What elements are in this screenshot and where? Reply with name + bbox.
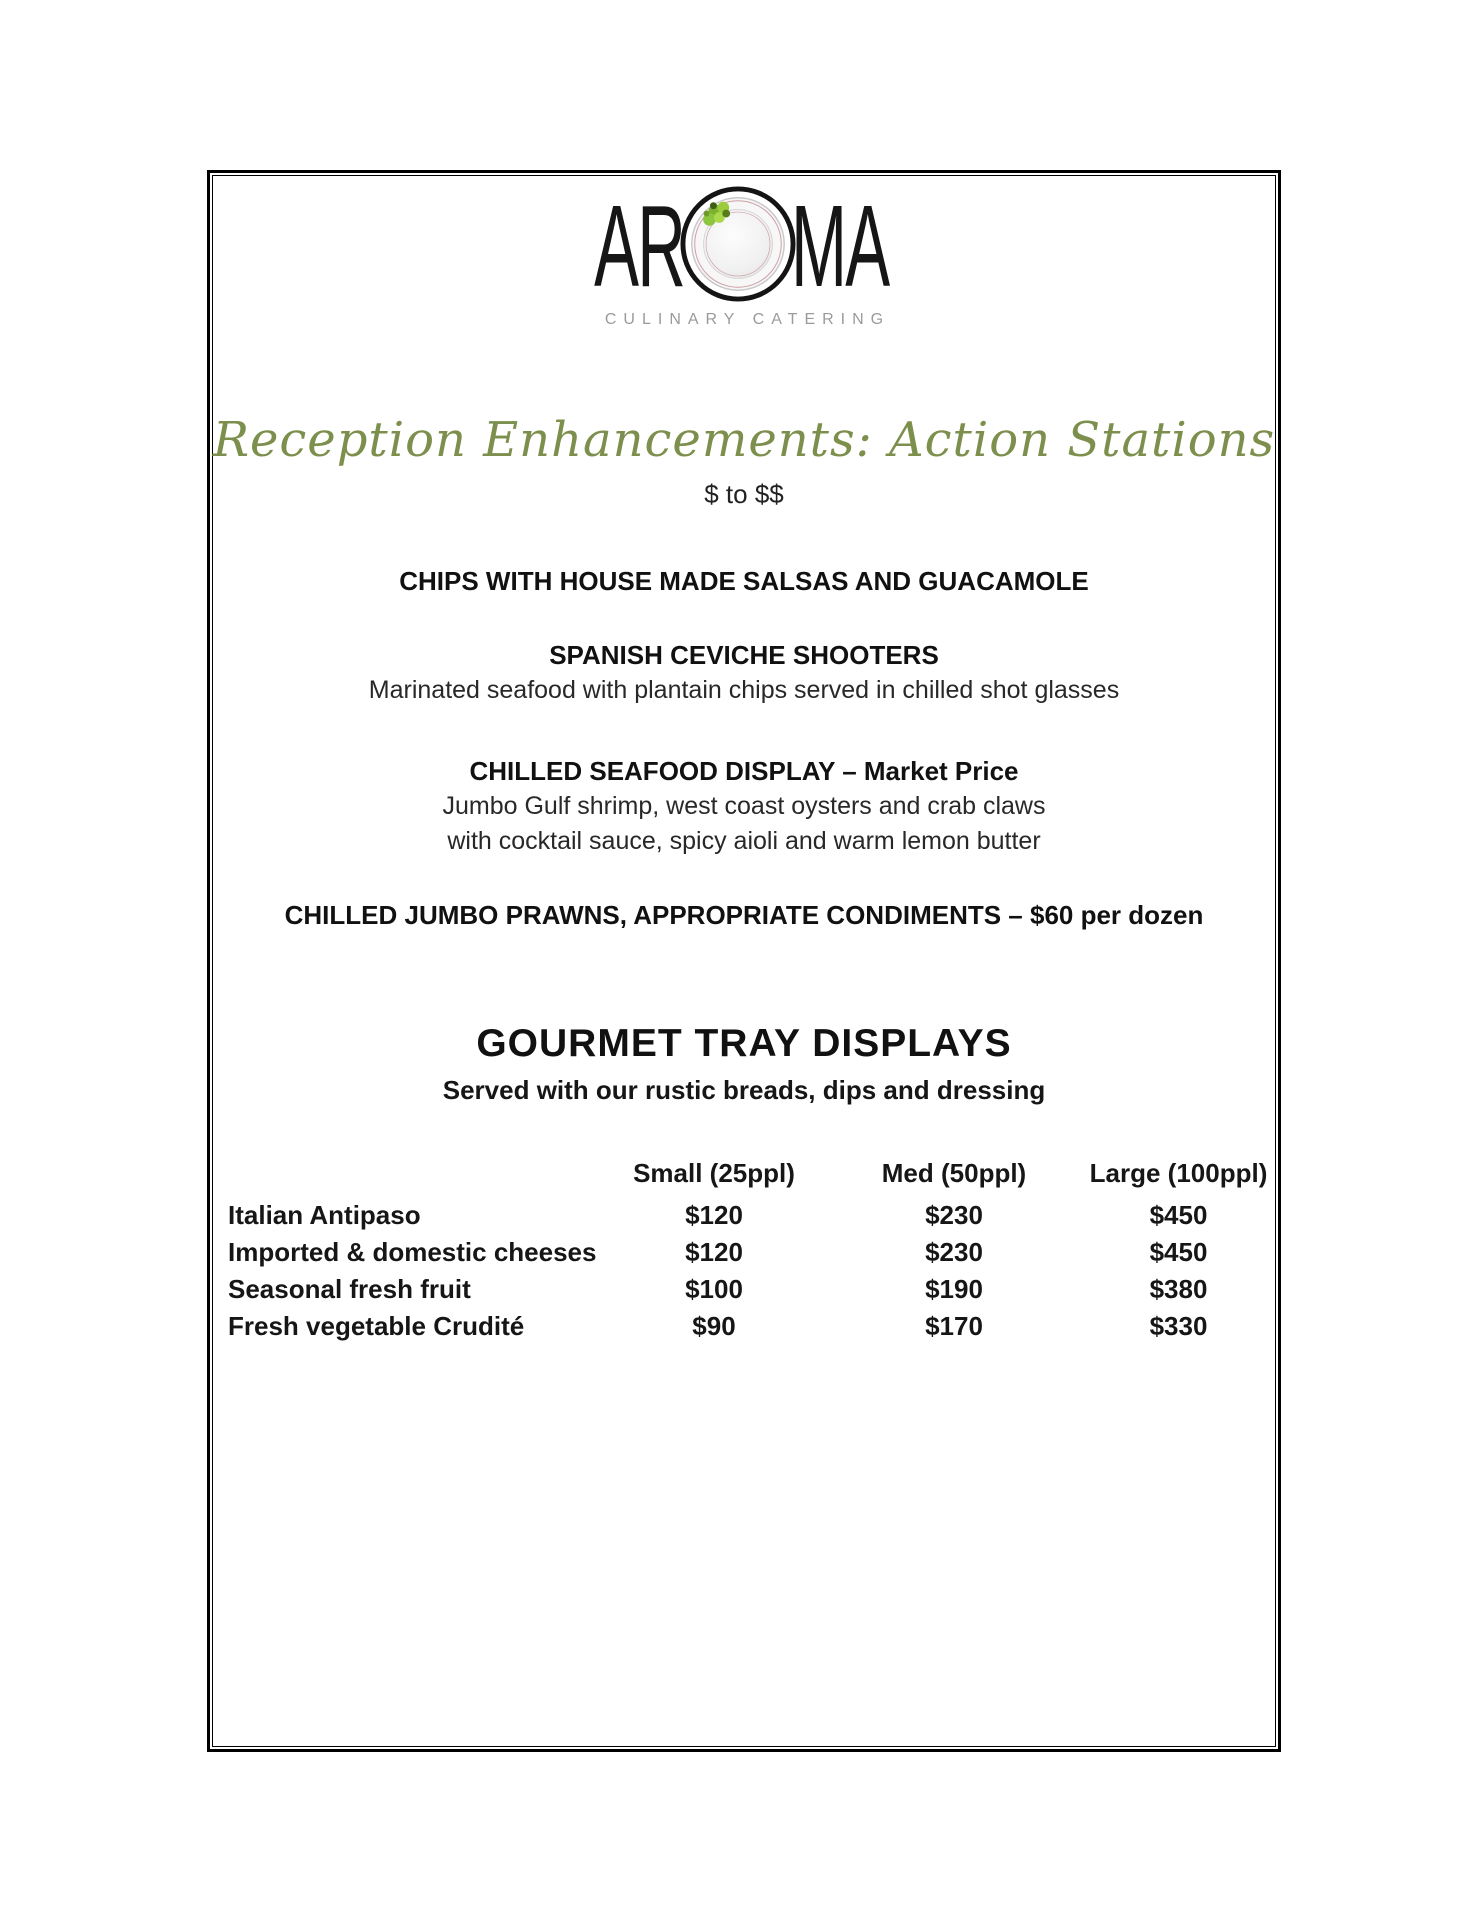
price-cell: $90 [692,1311,736,1341]
price-cell: $230 [925,1237,983,1267]
row-label: Seasonal fresh fruit [228,1274,471,1304]
section-title: SPANISH CEVICHE SHOOTERS [549,640,939,670]
price-cell: $450 [1149,1237,1208,1267]
row-label: Italian Antipaso [228,1200,421,1230]
section-description: with cocktail sauce, spicy aioli and warm lemon butter [447,827,1041,855]
section-description: Marinated seafood with plantain chips served in chilled shot glasses [368,676,1120,704]
table-row [216,1234,1276,1271]
menu-section-ceviche [210,637,1278,708]
gourmet-title: GOURMET TRAY DISPLAYS [476,1022,1012,1065]
row-label: Fresh vegetable Crudité [228,1311,525,1341]
menu-section-seafood-display [210,753,1278,859]
section-description: Jumbo Gulf shrimp, west coast oysters and crab claws [442,792,1046,820]
row-label: Imported & domestic cheeses [228,1237,597,1267]
table-row [216,1197,1276,1234]
price-cell: $230 [925,1200,983,1230]
price-cell: $380 [1149,1274,1208,1304]
table-row [216,1308,1276,1345]
price-cell: $190 [925,1274,983,1304]
price-cell: $330 [1149,1311,1208,1341]
logo-tagline: CULINARY CATERING [604,311,891,328]
logo-text-left: AR [594,181,685,311]
price-cell: $120 [685,1237,743,1267]
column-header-small: Small (25ppl) [633,1157,795,1188]
menu-section-chips [210,563,1278,599]
plate-logo-icon [679,185,797,308]
page-title: Reception Enhancements: Action Stations [212,412,1276,468]
section-title: CHILLED SEAFOOD DISPLAY – Market Price [469,756,1019,786]
price-cell: $100 [685,1274,743,1304]
table-header-row [216,1153,1276,1193]
column-header-large: Large (100ppl) [1089,1157,1268,1188]
pricing-table [216,1153,1276,1345]
price-cell: $170 [925,1311,983,1341]
menu-section-prawns [210,897,1278,933]
column-header-med: Med (50ppl) [881,1157,1027,1188]
gourmet-subtitle: Served with our rustic breads, dips and dressing [442,1075,1046,1105]
logo-text-right: MA [790,181,889,311]
brand-logo [210,181,1278,329]
price-cell: $120 [685,1200,743,1230]
table-row [216,1271,1276,1308]
page-sheet [207,170,1281,1752]
section-title: CHILLED JUMBO PRAWNS, APPROPRIATE CONDIMENTS – $60 per dozen [284,900,1204,930]
price-range: $ to $$ [704,479,784,509]
price-cell: $450 [1149,1200,1208,1230]
section-title: CHIPS WITH HOUSE MADE SALSAS AND GUACAMOLE [399,566,1089,596]
